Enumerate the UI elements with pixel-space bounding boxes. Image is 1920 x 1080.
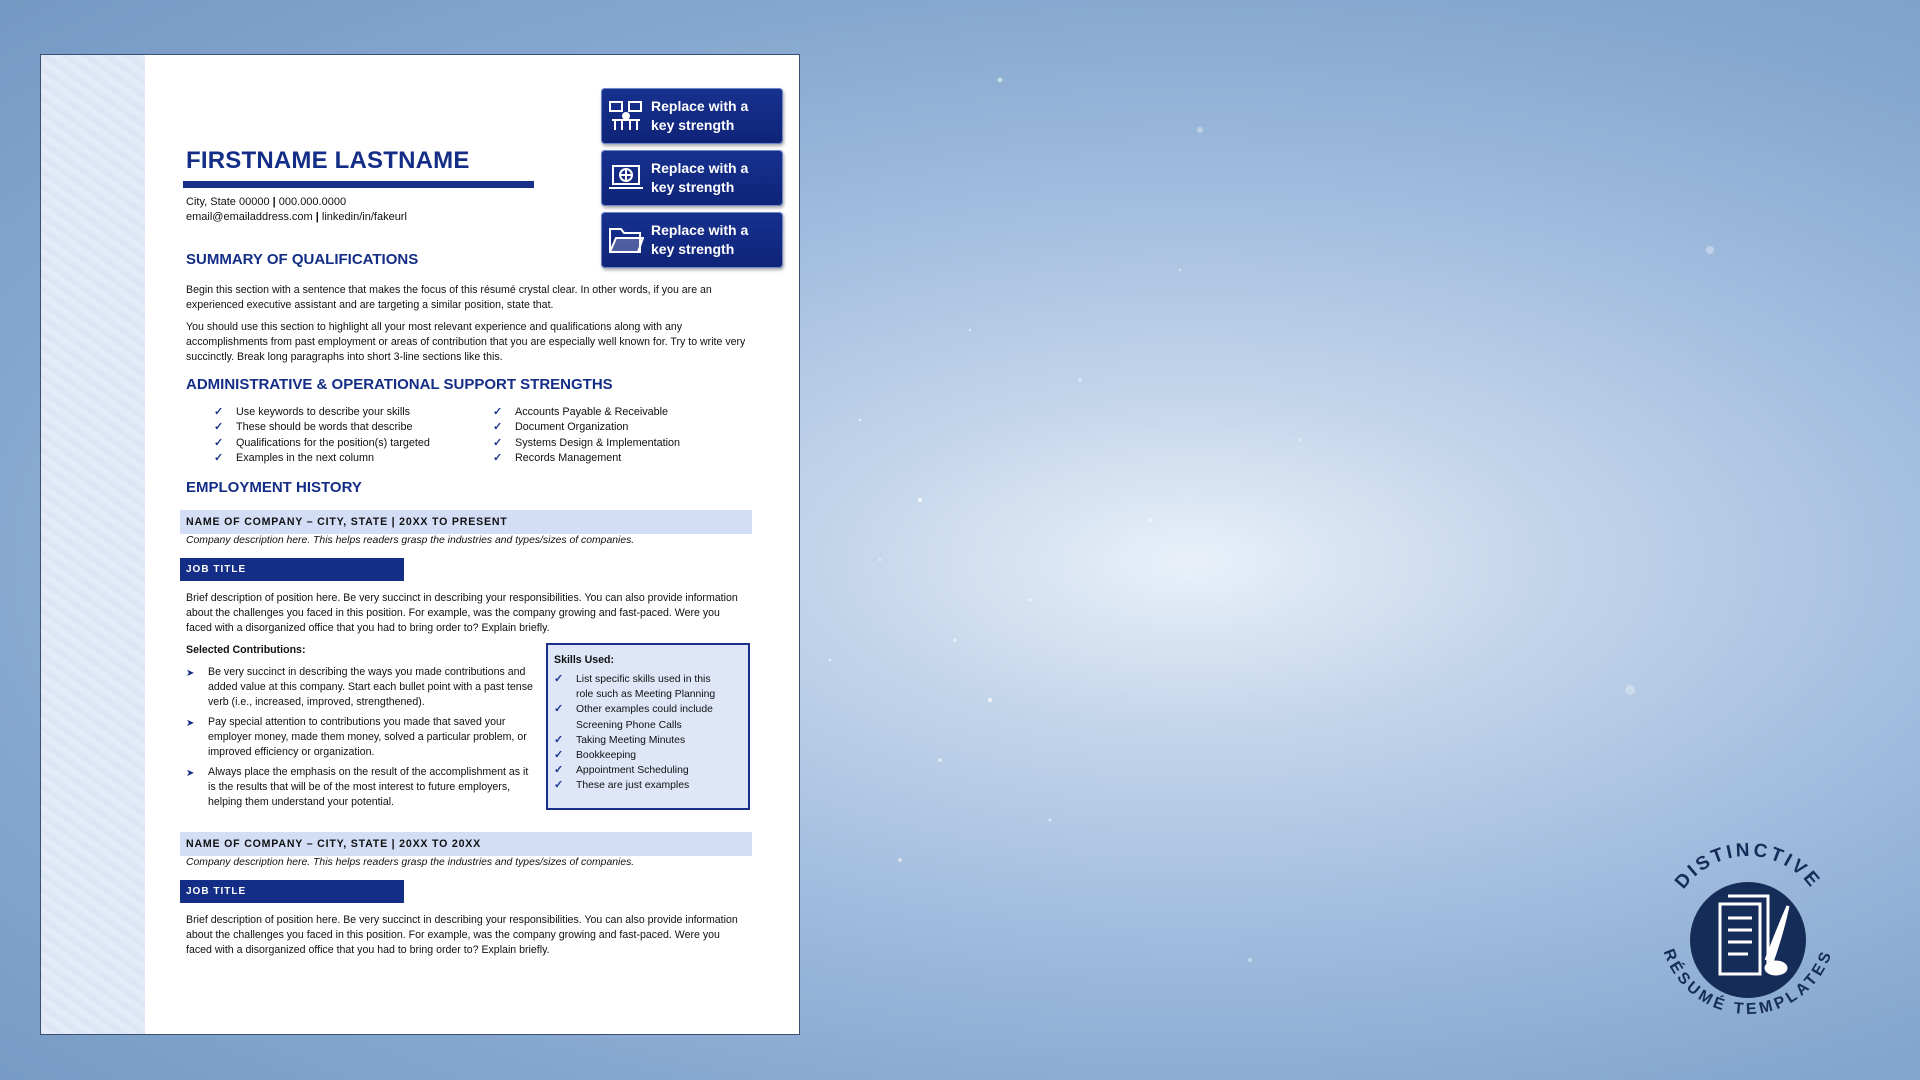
skill-text: Bookkeeping (576, 750, 637, 762)
check-icon: ✓ (493, 406, 503, 418)
key-strength-text (651, 159, 771, 197)
strength-item (493, 420, 680, 435)
phone: 000.000.0000 (278, 196, 347, 208)
strength-text: Qualifications for the position(s) targeted (236, 436, 430, 449)
name-underline (183, 181, 534, 188)
job-description: Brief description of position here. Be very succinct in describing your responsibilities. You can also provide information about the challenges you faced in this position. For example, was the company growing and fast-paced. Were you faced with a disorganized office that you had to bring order to? Explain briefly. (186, 592, 738, 634)
arrow-bullet-icon: ➤ (186, 718, 195, 729)
laptop-globe-icon (607, 161, 645, 195)
skill-item (554, 778, 742, 793)
contact-separator: | (315, 211, 319, 223)
key-strength-line1: Replace with a (651, 160, 749, 176)
key-strength-badge (601, 150, 783, 206)
check-icon: ✓ (493, 436, 503, 449)
contact-separator: | (272, 196, 276, 208)
key-strength-line1: Replace with a (651, 222, 749, 238)
logo-bottom-text: RÉSUMÉ TEMPLATES (1659, 946, 1837, 1019)
key-strength-line1: Replace with a (651, 98, 749, 114)
strength-item (214, 451, 430, 466)
company-description: Company description here. This helps readers grasp the industries and types/sizes of companies. (186, 857, 635, 868)
skill-text: Other examples could include Screening Phone Calls (576, 704, 713, 731)
skill-item (554, 702, 742, 732)
company-bar: NAME OF COMPANY – CITY, STATE | 20XX TO PRESENT (180, 510, 752, 534)
check-icon: ✓ (214, 451, 224, 464)
arrow-bullet-icon: ➤ (186, 668, 195, 679)
check-icon: ✓ (554, 779, 564, 792)
employment-heading: EMPLOYMENT HISTORY (186, 479, 362, 496)
strengths-column-1 (214, 405, 430, 466)
skill-text: These are just examples (576, 780, 690, 792)
strength-text: Accounts Payable & Receivable (515, 406, 669, 418)
skill-item (554, 733, 742, 748)
skills-used-box (546, 643, 750, 810)
summary-paragraph: Begin this section with a sentence that makes the focus of this résumé crystal clear. In other words, if you are an experienced executive assistant and are targeting a similar position, state that. (186, 284, 712, 311)
folder-icon (607, 223, 645, 257)
skill-text: List specific skills used in this role such as Meeting Planning (576, 674, 716, 701)
strength-text: Systems Design & Implementation (515, 436, 681, 449)
check-icon: ✓ (214, 421, 224, 434)
skill-text: Taking Meeting Minutes (576, 734, 686, 746)
contribution-item (186, 665, 536, 710)
key-strength-text (651, 97, 771, 135)
job-description: Brief description of position here. Be very succinct in describing your responsibilities. You can also provide information about the challenges you faced in this position. For example, was the company growing and fast-paced. Were you faced with a disorganized office that you had to bring order to? Explain briefly. (186, 914, 738, 956)
skill-text: Appointment Scheduling (576, 765, 689, 777)
arrow-bullet-icon: ➤ (186, 768, 195, 779)
check-icon: ✓ (554, 733, 564, 746)
distinctive-resume-templates-logo (1648, 834, 1848, 1034)
check-icon: ✓ (214, 406, 224, 418)
skill-item (554, 763, 742, 778)
strengths-heading: ADMINISTRATIVE & OPERATIONAL SUPPORT STRENGTHS (186, 376, 613, 393)
strength-item (214, 405, 430, 420)
key-strength-line2: key strength (651, 241, 735, 257)
linkedin: linkedin/in/fakeurl (321, 211, 407, 223)
strength-text: Use keywords to describe your skills (236, 406, 411, 418)
contribution-text: Pay special attention to contributions you made that saved your employer money, made them money, solved a particular problem, or improved efficiency or organization. (208, 716, 527, 758)
summary-paragraph: You should use this section to highlight all your most relevant experience and qualifications along with any accomplishments from past employment or areas of contribution that you are especially well known for. Try to write very succinctly. Break long paragraphs into short 3-line sections like this. (186, 321, 746, 363)
resume-name: FIRSTNAME LASTNAME (186, 147, 470, 174)
check-icon: ✓ (493, 451, 503, 464)
job-title-bar: JOB TITLE (180, 880, 404, 903)
logo-top-text: DISTINCTIVE (1671, 839, 1825, 893)
skills-heading: Skills Used: (554, 654, 615, 666)
company-description: Company description here. This helps readers grasp the industries and types/sizes of companies. (186, 535, 635, 546)
strength-item (493, 436, 680, 451)
contributions-list (186, 665, 536, 815)
check-icon: ✓ (493, 421, 503, 434)
strength-text: Records Management (515, 451, 622, 464)
contribution-text: Always place the emphasis on the result of the accomplishment as it is the results that will be of the most interest to future employers, helping them understand your potential. (208, 766, 529, 808)
contributions-heading: Selected Contributions: (186, 644, 306, 656)
strength-text: Examples in the next column (236, 451, 375, 464)
check-icon: ✓ (554, 673, 564, 685)
strength-text: These should be words that describe (236, 421, 413, 434)
check-icon: ✓ (554, 749, 564, 762)
email: email@emailaddress.com (186, 211, 313, 223)
check-icon: ✓ (554, 703, 564, 716)
key-strength-line2: key strength (651, 179, 735, 195)
strength-item (493, 405, 680, 420)
contribution-item (186, 765, 536, 810)
contribution-item (186, 715, 536, 760)
key-strength-line2: key strength (651, 117, 735, 133)
contribution-text: Be very succinct in describing the ways you made contributions and added value at this company. Start each bullet point with a past tense verb (i.e., increased, improved, strengthened). (208, 666, 533, 708)
team-meeting-icon (607, 99, 645, 133)
contact-block (186, 195, 407, 225)
strengths-column-2 (493, 405, 680, 466)
resume-sidebar (41, 55, 145, 1034)
skill-item (554, 672, 742, 702)
strength-item (214, 420, 430, 435)
check-icon: ✓ (214, 436, 224, 449)
resume-page (40, 54, 800, 1035)
city-state: City, State 00000 (186, 196, 270, 208)
summary-heading: SUMMARY OF QUALIFICATIONS (186, 251, 419, 268)
key-strength-badge (601, 88, 783, 144)
strength-item (493, 451, 680, 466)
job-title-bar: JOB TITLE (180, 558, 404, 581)
strength-item (214, 436, 430, 451)
key-strength-badge (601, 212, 783, 268)
strength-text: Document Organization (515, 421, 629, 434)
resume-content (186, 55, 786, 1034)
skill-item (554, 748, 742, 763)
check-icon: ✓ (554, 764, 564, 777)
key-strength-text (651, 221, 771, 259)
company-bar: NAME OF COMPANY – CITY, STATE | 20XX TO 20XX (180, 832, 752, 856)
